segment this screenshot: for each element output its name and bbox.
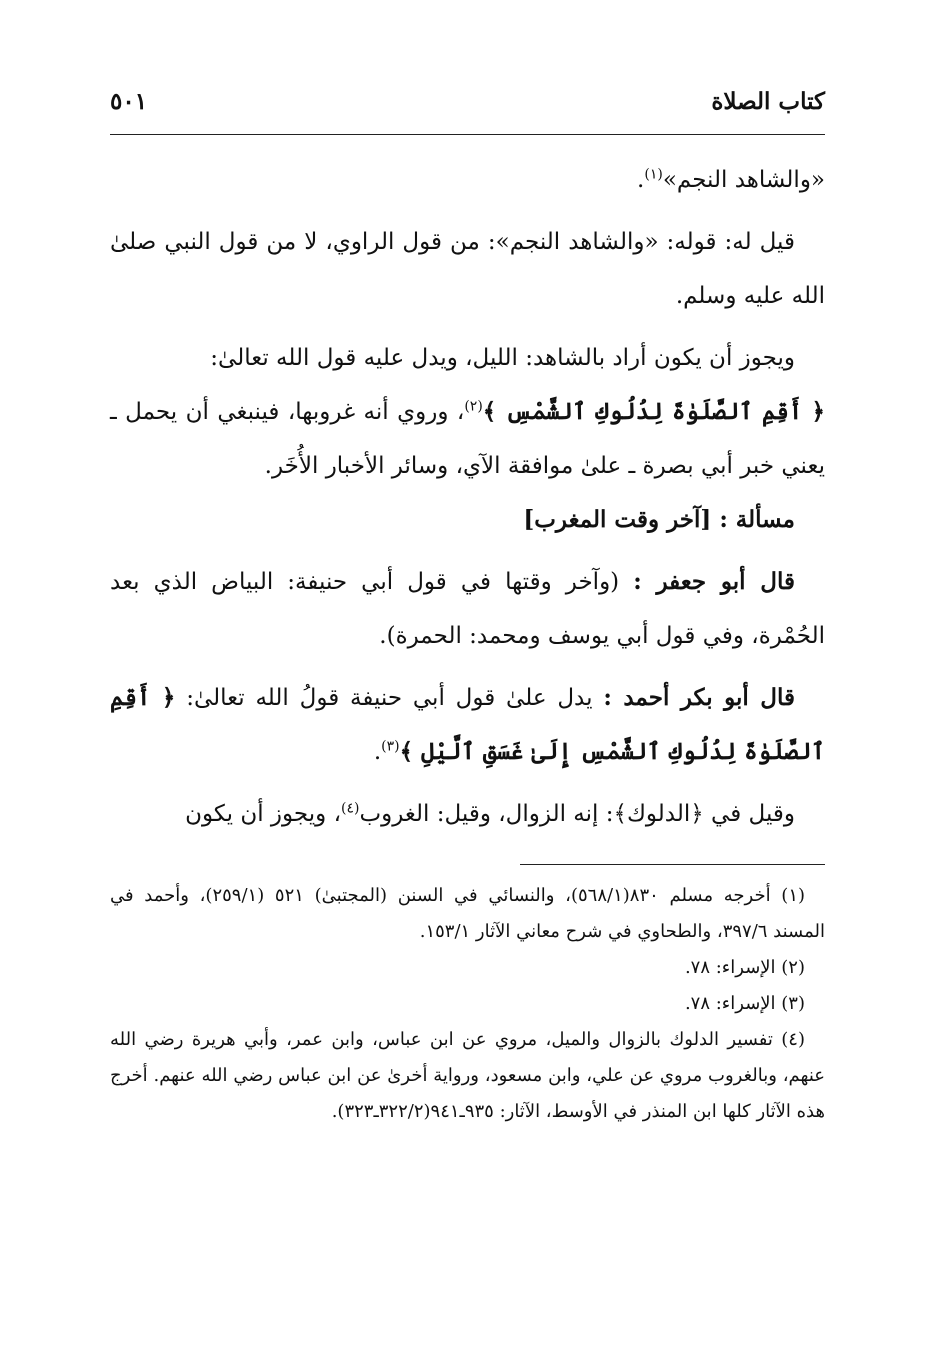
p5-lead: قال أبو جعفر : — [633, 568, 795, 595]
p1-text: «والشاهد النجم» — [662, 167, 825, 193]
page-number: ٥٠١ — [110, 88, 148, 115]
footnote-2: (٢) الإسراء: ٧٨. — [684, 957, 805, 978]
paragraph-4 — [110, 385, 825, 493]
footnotes — [110, 878, 825, 1130]
quran-verse-2: ﴿ أَقِمِ ٱلصَّلَوٰةَ لِدُلُوكِ ٱلشَّمْسِ إِلَىٰ غَسَقِ ٱلَّيْلِ ﴾ — [110, 684, 825, 765]
header-rule — [110, 134, 825, 135]
p4-text: ، وروي أنه غروبها، فينبغي أن يحمل ـ يعني خبر أبي بصرة ـ علىٰ موافقة الآي، وسائر الأخبار الأُخَر. — [110, 399, 825, 479]
footnote-ref-1[interactable]: (١) — [644, 166, 663, 183]
main-text — [110, 153, 825, 841]
paragraph-3: ويجوز أن يكون أراد بالشاهد: الليل، ويدل عليه قول الله تعالىٰ: — [210, 345, 795, 371]
p7-text-a: وقيل في ﴿الدلوك﴾: إنه الزوال، وقيل: الغروب — [359, 801, 795, 827]
quran-verse-1: ﴿ أَقِمِ ٱلصَّلَوٰةَ لِدُلُوكِ ٱلشَّمْسِ ﴾ — [482, 398, 825, 425]
p7-text-b: ، ويجوز أن يكون — [185, 801, 342, 827]
p5-text: (وآخر وقتها في قول أبي حنيفة: البياض الذي بعد الحُمْرة، وفي قول أبي يوسف ومحمد: الحمرة). — [110, 569, 825, 649]
p6-end: . — [373, 739, 382, 765]
book-page — [110, 88, 825, 1122]
issue-heading — [110, 493, 825, 547]
footnote-ref-3[interactable]: (٣) — [381, 738, 400, 755]
footnote-ref-2[interactable]: (٢) — [464, 398, 483, 415]
issue-label: مسألة : — [719, 506, 795, 533]
issue-title: [آخر وقت المغرب] — [523, 506, 712, 533]
paragraph-2: قيل له: قوله: «والشاهد النجم»: من قول الراوي، لا من قول النبي صلىٰ الله عليه وسلم. — [110, 229, 825, 309]
footnote-3: (٣) الإسراء: ٧٨. — [684, 993, 805, 1014]
running-head — [110, 88, 825, 132]
footnote-rule — [520, 864, 825, 865]
paragraph-1 — [110, 153, 825, 207]
paragraph-5 — [110, 555, 825, 663]
paragraph-7 — [110, 787, 825, 841]
section-title: كتاب الصلاة — [711, 88, 825, 115]
footnote-ref-4[interactable]: (٤) — [341, 800, 360, 817]
footnote-1: (١) أخرجه مسلم ٨٣٠(٥٦٨/١)، والنسائي في السنن (المجتبىٰ) ٥٢١ (٢٥٩/١)، وأحمد في المسند ٣٩٧/٦، والطحاوي في شرح معاني الآثار ١٥٣/١. — [110, 885, 825, 942]
paragraph-6 — [110, 671, 825, 779]
footnote-4: (٤) تفسير الدلوك بالزوال والميل، مروي عن ابن عباس، وابن عمر، وأبي هريرة رضي الله عنهم، وبالغروب مروي عن علي، وابن مسعود، ورواية أخرىٰ عن ابن عباس رضي الله عنهم. أخرج هذه الآثار كلها ابن المنذر في الأوسط، الآثار: ٩٣٥ـ٩٤١(٣٢٢/٢ـ٣٢٣). — [110, 1029, 825, 1122]
p6-text: يدل علىٰ قول أبي حنيفة قولُ الله تعالىٰ: — [186, 685, 593, 711]
p1-end: . — [637, 167, 645, 193]
p6-lead: قال أبو بكر أحمد : — [603, 684, 796, 711]
